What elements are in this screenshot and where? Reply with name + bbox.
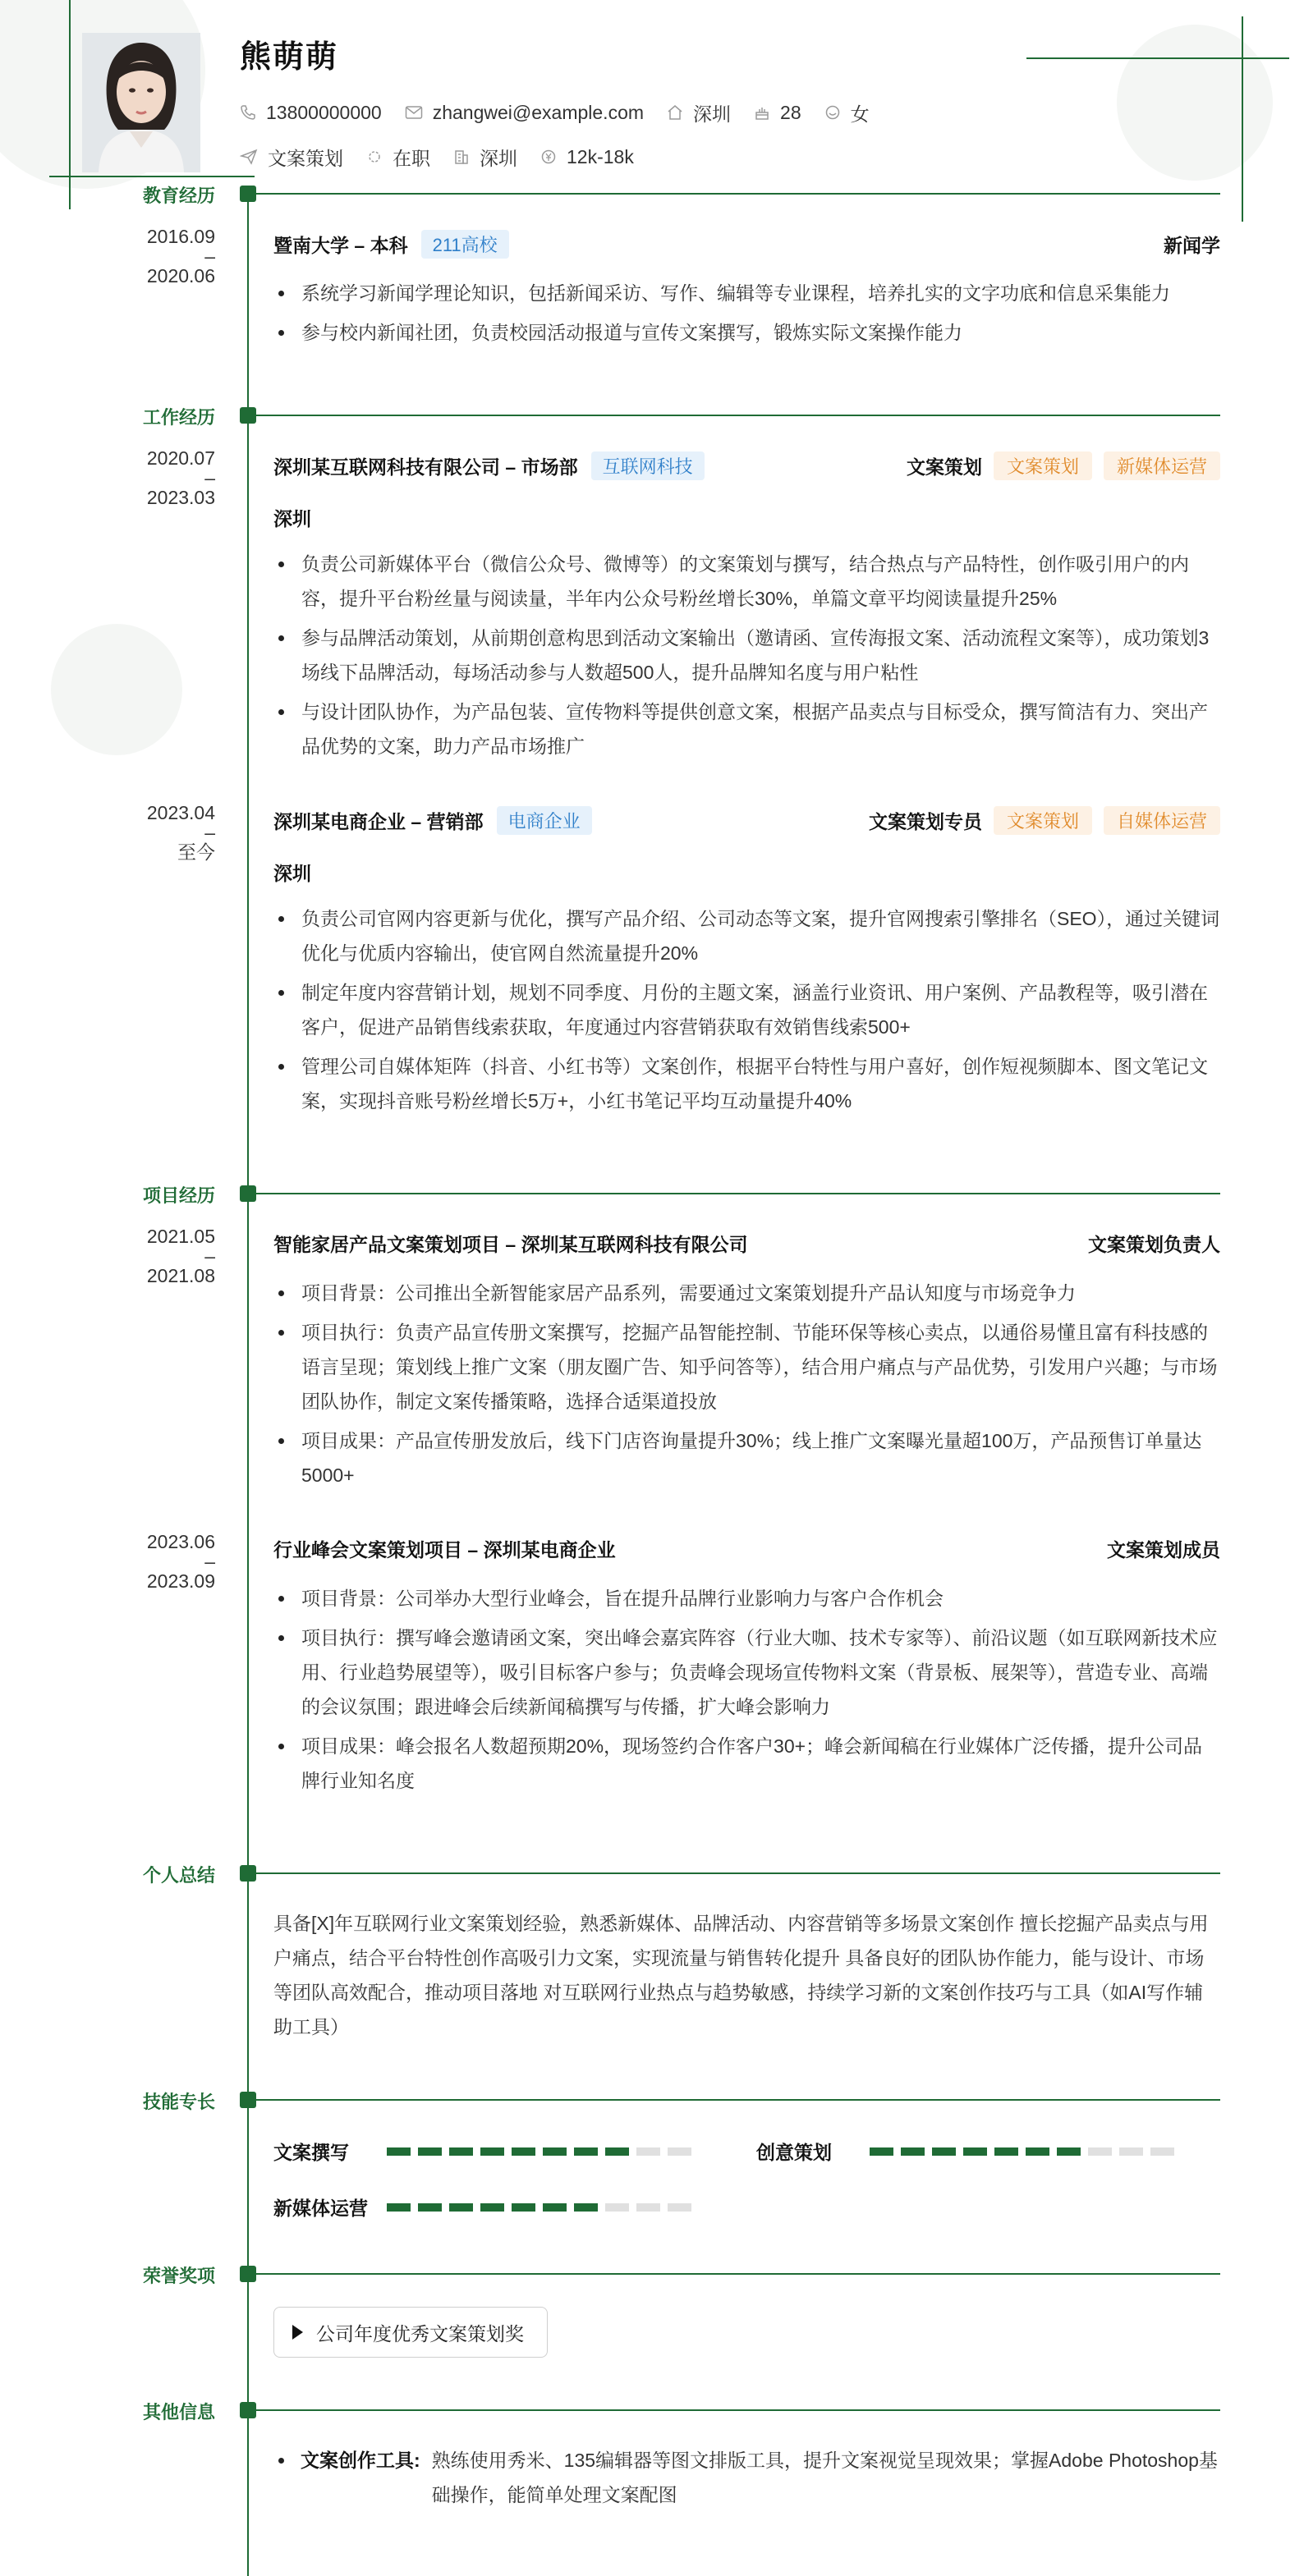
salary-item (540, 146, 634, 168)
skill-level-bar (870, 2147, 1182, 2156)
list-item: 参与校内新闻社团，负责校园活动报道与宣传文案撰写，锻炼实际文案操作能力 (273, 315, 1220, 350)
send-icon (240, 149, 258, 165)
list-item: 项目执行：撰写峰会邀请函文案，突出峰会嘉宾阵容（行业大咖、技术专家等）、前沿议题（如互联网新技术应用、行业趋势展望等），吸引目标客户参与；负责峰会现场宣传物料文案（背景板、展架等），营造专业、高端的会议氛围；跟进峰会后续新闻稿撰写与传播，扩大峰会影响力 (273, 1620, 1220, 1724)
skill-dash-filled (418, 2147, 442, 2156)
project-2-header (273, 1535, 1220, 1562)
cake-icon (754, 104, 770, 121)
skill-level-bar (387, 2147, 699, 2156)
skill-creative-planning (756, 2138, 1182, 2165)
deco-circle-mid-left (51, 624, 182, 755)
list-item: 系统学习新闻学理论知识，包括新闻采访、写作、编辑等专业课程，培养扎实的文字功底和信息采集能力 (273, 276, 1220, 310)
other-info-value: 熟练使用秀米、135编辑器等图文排版工具，提升文案视觉呈现效果；掌握Adobe Photoshop基础操作，能简单处理文案配图 (431, 2450, 1218, 2505)
job-role: 文案策划 (906, 456, 982, 478)
section-title-summary: 个人总结 (142, 1865, 215, 1886)
section-divider-honors (256, 2273, 1220, 2275)
status-item (366, 144, 430, 171)
skill-dash-empty (1150, 2147, 1174, 2156)
phone-icon (240, 104, 256, 121)
skill-dash-filled (449, 2203, 473, 2212)
work-2-date: 2023.04 – 至今 (146, 802, 215, 863)
section-marker-project (240, 1185, 256, 1202)
skill-dash-empty (636, 2203, 660, 2212)
section-title-project: 项目经历 (142, 1185, 215, 1206)
home-icon (667, 104, 683, 121)
skill-dash-empty (1088, 2147, 1112, 2156)
job-target-text: 文案策划 (268, 147, 343, 169)
section-title-other: 其他信息 (142, 2402, 215, 2422)
section-title-skills: 技能专长 (142, 2092, 215, 2112)
list-item: 项目背景：公司推出全新智能家居产品系列，需要通过文案策划提升产品认知度与市场竞争力 (273, 1276, 1220, 1310)
project-1-date: 2021.05 – 2021.08 (146, 1226, 215, 1286)
project-2-bullets (273, 1581, 1220, 1803)
skill-dash-filled (994, 2147, 1018, 2156)
work-1-location: 深圳 (273, 508, 311, 529)
skill-copywriting (273, 2138, 699, 2165)
project-role: 文案策划成员 (1107, 1539, 1220, 1561)
section-divider-summary (256, 1872, 1220, 1874)
award-item (273, 2307, 548, 2358)
gender-item (824, 99, 870, 126)
city-text: 深圳 (693, 103, 732, 125)
skill-dash-empty (636, 2147, 660, 2156)
list-item: 负责公司新媒体平台（微信公众号、微博等）的文案策划与撰写，结合热点与产品特性，创作吸引用户的内容，提升平台粉丝量与阅读量，半年内公众号粉丝增长30%，单篇文章平均阅读量提升25% (273, 547, 1220, 616)
section-divider-education (256, 193, 1220, 195)
project-name: 智能家居产品文案策划项目 – 深圳某互联网科技有限公司 (273, 1234, 748, 1255)
phone-item (240, 102, 382, 124)
skill-dash-filled (574, 2203, 598, 2212)
section-divider-skills (256, 2099, 1220, 2101)
company-name: 深圳某电商企业 – 营销部 (273, 811, 484, 832)
section-title-education: 教育经历 (142, 186, 215, 206)
skill-dash-filled (543, 2203, 567, 2212)
list-item: 项目执行：负责产品宣传册文案撰写，挖掘产品智能控制、节能环保等核心卖点，以通俗易懂且富有科技感的语言呈现；策划线上推广文案（朋友圈广告、知乎问答等），结合用户痛点与产品优势，引发用户兴趣；与市场团队协作，制定文案传播策略，选择合适渠道投放 (273, 1315, 1220, 1419)
skill-label: 创意策划 (756, 2142, 832, 2163)
industry-tag: 互联网科技 (591, 451, 705, 480)
work-1-date: 2020.07 – 2023.03 (146, 447, 215, 508)
list-item: 负责公司官网内容更新与优化，撰写产品介绍、公司动态等文案，提升官网搜索引擎排名（SEO），通过关键词优化与优质内容输出，使官网自然流量提升20% (273, 901, 1220, 970)
skill-dash-filled (480, 2203, 504, 2212)
skill-dash-filled (1026, 2147, 1049, 2156)
major: 新闻学 (1164, 235, 1220, 256)
avatar-portrait-icon (82, 33, 200, 172)
skill-dash-filled (901, 2147, 925, 2156)
project-2-date: 2023.06 – 2023.09 (146, 1531, 215, 1592)
target-city-item (453, 144, 517, 171)
avatar (82, 33, 200, 172)
skill-dash-filled (512, 2203, 535, 2212)
job-row (240, 143, 657, 171)
skill-dash-empty (668, 2203, 691, 2212)
role-tag: 新媒体运营 (1104, 451, 1220, 480)
section-marker-summary (240, 1865, 256, 1882)
gender-text: 女 (850, 103, 870, 125)
work-1-bullets (273, 547, 1220, 768)
skill-dash-filled (387, 2147, 411, 2156)
deco-line-vertical-left (69, 0, 71, 209)
deco-circle-top-right (1117, 25, 1273, 181)
skill-dash-filled (512, 2147, 535, 2156)
section-marker-other (240, 2402, 256, 2418)
industry-tag: 电商企业 (497, 806, 592, 835)
list-item: 管理公司自媒体矩阵（抖音、小红书等）文案创作，根据平台特性与用户喜好，创作短视频脚本、图文笔记文案，实现抖音账号粉丝增长5万+，小红书笔记平均互动量提升40% (273, 1049, 1220, 1118)
target-city-text: 深圳 (480, 147, 517, 169)
skill-dash-filled (963, 2147, 987, 2156)
company-name: 深圳某互联网科技有限公司 – 市场部 (273, 456, 578, 478)
deco-line-horizontal-left (49, 176, 255, 177)
phone-text: 13800000000 (266, 101, 382, 123)
status-icon (366, 149, 383, 165)
section-divider-other (256, 2409, 1220, 2411)
section-marker-work (240, 407, 256, 424)
skill-dash-filled (870, 2147, 893, 2156)
salary-text: 12k-18k (567, 145, 634, 167)
skill-dash-filled (1057, 2147, 1081, 2156)
skill-dash-filled (574, 2147, 598, 2156)
deco-line-vertical-right (1242, 16, 1243, 222)
city-item (667, 99, 731, 126)
section-title-work: 工作经历 (142, 407, 215, 428)
list-item: 制定年度内容营销计划，规划不同季度、月份的主题文案，涵盖行业资讯、用户案例、产品教程等，吸引潜在客户，促进产品销售线索获取，年度通过内容营销获取有效销售线索500+ (273, 975, 1220, 1044)
list-item: 项目成果：峰会报名人数超预期20%，现场签约合作客户30+；峰会新闻稿在行业媒体广泛传播，提升公司品牌行业知名度 (273, 1729, 1220, 1798)
section-marker-education (240, 186, 256, 202)
email-text: zhangwei@example.com (432, 101, 645, 123)
role-tag: 自媒体运营 (1104, 806, 1220, 835)
email-item (405, 102, 644, 124)
skill-dash-filled (932, 2147, 956, 2156)
gender-icon (824, 104, 841, 121)
list-item: 参与品牌活动策划，从前期创意构思到活动文案输出（邀请函、宣传海报文案、活动流程文案等），成功策划3场线下品牌活动，每场活动参与人数超500人，提升品牌知名度与用户粘性 (273, 621, 1220, 690)
skill-dash-empty (1119, 2147, 1143, 2156)
education-entry-header (273, 230, 1220, 259)
role-tag: 文案策划 (994, 806, 1092, 835)
project-name: 行业峰会文案策划项目 – 深圳某电商企业 (273, 1539, 616, 1561)
contact-row (240, 99, 893, 126)
project-1-bullets (273, 1276, 1220, 1497)
project-role: 文案策划负责人 (1088, 1234, 1220, 1255)
list-item: 项目背景：公司举办大型行业峰会，旨在提升品牌行业影响力与客户合作机会 (273, 1581, 1220, 1616)
summary-text: 具备[X]年互联网行业文案策划经验，熟悉新媒体、品牌活动、内容营销等多场景文案创作 擅长挖掘产品卖点与用户痛点，结合平台特性创作高吸引力文案，实现流量与销售转化提升 具备良好的团队协作能力，能与设计、市场等团队高效配合，推动项目落地 对互联网行业热点与趋势敏感，持续学习新的文案创作技巧与工具（如AI写作辅助工具） (273, 1913, 1209, 2037)
school-tag: 211高校 (421, 230, 509, 259)
deco-line-horizontal-right (1026, 57, 1289, 59)
work-2-bullets (273, 901, 1220, 1123)
skill-dash-filled (480, 2147, 504, 2156)
timeline-line (247, 187, 249, 2576)
money-icon (540, 149, 557, 165)
status-text: 在职 (393, 147, 430, 169)
skill-new-media (273, 2193, 699, 2221)
mail-icon (405, 105, 423, 120)
building-icon (453, 149, 470, 165)
job-role: 文案策划专员 (868, 811, 982, 832)
award-arrow-icon (292, 2325, 303, 2340)
skill-level-bar (387, 2203, 699, 2212)
candidate-name: 熊萌萌 (240, 40, 339, 75)
skill-dash-empty (605, 2203, 629, 2212)
other-info-key: 文案创作工具: (301, 2450, 420, 2471)
work-1-header (273, 451, 1220, 480)
other-info-item (273, 2443, 1220, 2512)
list-item: 与设计团队协作，为产品包装、宣传物料等提供创意文案，根据产品卖点与目标受众，撰写简洁有力、突出产品优势的文案，助力产品市场推广 (273, 694, 1220, 763)
section-title-honors: 荣誉奖项 (142, 2266, 215, 2286)
skill-label: 文案撰写 (273, 2142, 349, 2163)
age-text: 28 (780, 101, 801, 123)
project-1-header (273, 1230, 1220, 1257)
section-divider-work (256, 415, 1220, 416)
education-date: 2016.09 – 2020.06 (146, 226, 215, 286)
age-item (754, 102, 801, 124)
school-name: 暨南大学 – 本科 (273, 235, 408, 256)
award-label: 公司年度优秀文案策划奖 (316, 2322, 524, 2345)
skill-dash-empty (668, 2147, 691, 2156)
section-marker-honors (240, 2266, 256, 2282)
bullet-dot (278, 2458, 284, 2464)
list-item: 项目成果：产品宣传册发放后，线下门店咨询量提升30%；线上推广文案曝光量超100万，产品预售订单量达5000+ (273, 1423, 1220, 1492)
skill-dash-filled (418, 2203, 442, 2212)
skill-label: 新媒体运营 (273, 2198, 368, 2219)
education-bullets (273, 276, 1220, 355)
job-target-item (240, 144, 343, 171)
role-tag: 文案策划 (994, 451, 1092, 480)
section-marker-skills (240, 2092, 256, 2108)
section-divider-project (256, 1193, 1220, 1194)
work-2-location: 深圳 (273, 863, 311, 884)
skill-dash-filled (387, 2203, 411, 2212)
work-2-header (273, 806, 1220, 835)
skill-dash-filled (605, 2147, 629, 2156)
skill-dash-filled (449, 2147, 473, 2156)
skill-dash-filled (543, 2147, 567, 2156)
